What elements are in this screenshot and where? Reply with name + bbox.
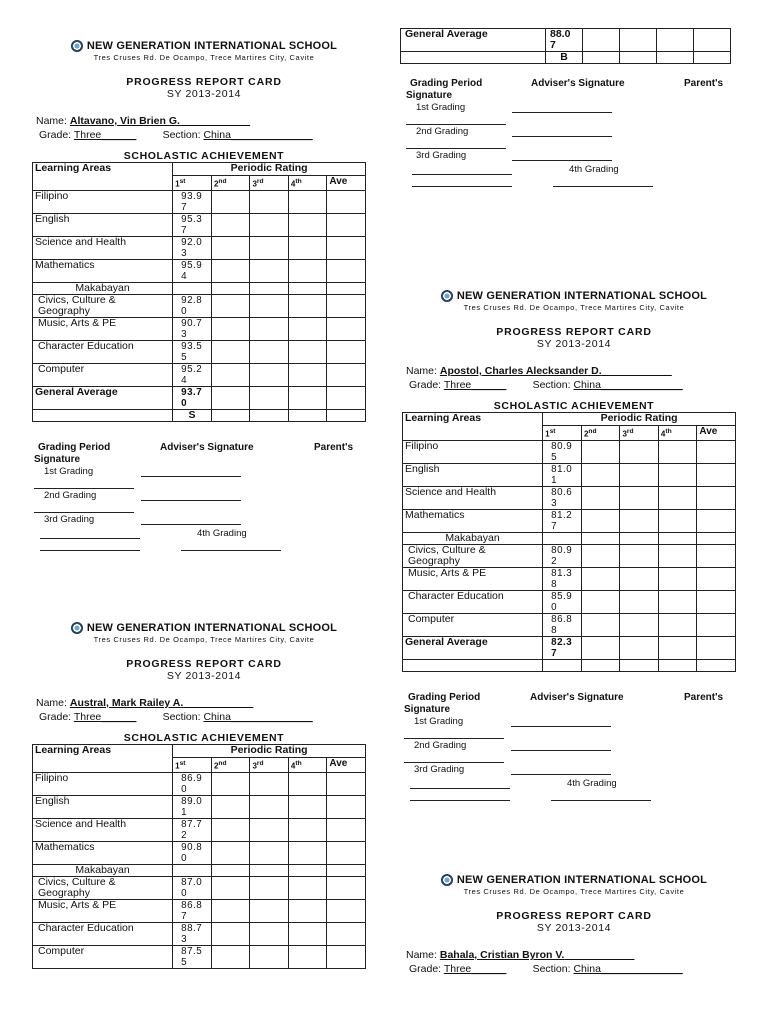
table-row xyxy=(33,340,366,363)
student-name: Apostol, Charles Alecksander D. xyxy=(439,365,602,377)
grading-period-label: Grading Period xyxy=(408,691,481,703)
table-row xyxy=(33,841,366,864)
signature-block xyxy=(404,682,744,802)
grade-label: Grade: xyxy=(39,129,72,141)
school-address: Tres Cruses Rd. De Ocampo, Trece Martires City, Cavite xyxy=(463,887,685,896)
table-row xyxy=(33,876,366,899)
subject-name: Music, Arts & PE xyxy=(33,317,173,340)
subject-name: Science and Health xyxy=(33,818,173,841)
general-average-remark: B xyxy=(546,52,583,64)
first-quarter-rating: 80.9 5 xyxy=(543,440,582,463)
third-grading-label: 3rd Grading xyxy=(44,513,95,525)
school-year: SY 2013-2014 xyxy=(166,670,242,682)
report-card-3: NEW GENERATION INTERNATIONAL SCHOOL Tres Cruses Rd. De Ocampo, Trece Martires City, Cavite PROGRESS REPORT CARD SY 2013-2014 Name: Apostol, Charles Alecksander D.____________ Grade: Three______ Section: China______________ SCHOLASTIC ACHIEVEMENT Learning Areas Periodic Rating 1st 2nd 3rd 4th Ave Filipino 80.9 5 English 81.0 1 Science and Health 80.6 3 Mathematics 81.2 7 Makabayan Civics, Culture & Geography 80.9 2 Music, Arts & PE 81.3 8 Character Education 85.9 0 Computer 86.8 8 General Average 82.3 7 Grading Period Adviser's Signature Parent's Signature 1st Grading 2nd Grading 3rd Grading 4th Grading xyxy=(404,290,744,802)
first-quarter-rating: 95.3 7 xyxy=(173,213,212,236)
table-row xyxy=(33,294,366,317)
table-row xyxy=(33,945,366,968)
subject-name: Civics, Culture & Geography xyxy=(403,544,543,567)
top-right-signature-block xyxy=(406,68,746,188)
q2-header: 2nd xyxy=(581,426,619,441)
scholastic-achievement-heading: SCHOLASTIC ACHIEVEMENT xyxy=(123,150,285,162)
q3-header: 3rd xyxy=(250,176,288,191)
grades-table xyxy=(32,744,366,969)
signature-label: Signature xyxy=(34,453,81,465)
q1-header: 1st xyxy=(173,176,212,191)
table-row xyxy=(33,213,366,236)
adviser-signature-label: Adviser's Signature xyxy=(160,441,254,453)
table-row xyxy=(33,922,366,945)
table-row xyxy=(33,386,366,409)
report-card-1: NEW GENERATION INTERNATIONAL SCHOOL Tres Cruses Rd. De Ocampo, Trece Martires City, Cavite PROGRESS REPORT CARD SY 2013-2014 Name: Altavano, Vin Brien G.____________ Grade: Three______ Section: China______________ SCHOLASTIC ACHIEVEMENT Learning Areas Periodic Rating 1st 2nd 3rd 4th Ave Filipino 93.9 7 English 95.3 7 Science and Health 92.0 3 Mathematics 95.9 4 Makabayan Civics, Culture & Geography 92.8 0 Music, Arts & PE 90.7 3 Character Education 93.5 5 Computer 95.2 4 General Average 93.7 0 S Grading Period Adviser's Signature Parent's Signature 1st Grading 2nd Grading 3rd Grading 4th Grading xyxy=(34,40,374,552)
first-quarter-rating: 80.6 3 xyxy=(543,486,582,509)
subject-name: Filipino xyxy=(33,190,173,213)
scholastic-achievement-heading: SCHOLASTIC ACHIEVEMENT xyxy=(123,732,285,744)
second-grading-label: 2nd Grading xyxy=(414,739,467,751)
name-label: Name: xyxy=(406,365,437,377)
grading-period-label: Grading Period xyxy=(410,78,483,89)
table-row xyxy=(33,236,366,259)
first-quarter-rating: 93.5 5 xyxy=(173,340,212,363)
first-grading-label: 1st Grading xyxy=(416,102,466,113)
general-average-value: 82.3 7 xyxy=(543,636,582,659)
school-address: Tres Cruses Rd. De Ocampo, Trece Martires City, Cavite xyxy=(93,635,315,644)
general-average-remark xyxy=(543,659,582,671)
first-quarter-rating xyxy=(173,864,212,876)
second-grading-label: 2nd Grading xyxy=(416,126,469,137)
first-quarter-rating: 90.7 3 xyxy=(173,317,212,340)
table-row xyxy=(33,363,366,386)
subject-name: Computer xyxy=(33,363,173,386)
periodic-rating-header: Periodic Rating xyxy=(173,745,366,758)
grade-label: Grade: xyxy=(409,379,442,391)
subject-name: English xyxy=(33,213,173,236)
school-logo-icon xyxy=(441,290,453,302)
parents-label: Parent's xyxy=(684,78,724,89)
q3-header: 3rd xyxy=(250,758,288,773)
table-row xyxy=(33,899,366,922)
general-average-label: General Average xyxy=(403,636,543,659)
first-quarter-rating xyxy=(543,532,582,544)
report-card-title: PROGRESS REPORT CARD xyxy=(126,76,282,88)
subject-name: Mathematics xyxy=(33,259,173,282)
school-year: SY 2013-2014 xyxy=(166,88,242,100)
student-section: China xyxy=(203,711,231,723)
first-quarter-rating: 87.0 0 xyxy=(173,876,212,899)
school-address: Tres Cruses Rd. De Ocampo, Trece Martires City, Cavite xyxy=(463,303,685,312)
school-name: NEW GENERATION INTERNATIONAL SCHOOL xyxy=(86,40,338,52)
table-row xyxy=(33,317,366,340)
table-row xyxy=(403,440,736,463)
q2-header: 2nd xyxy=(211,758,249,773)
parents-label: Parent's xyxy=(314,441,354,453)
student-name: Bahala, Cristian Byron V. xyxy=(439,949,565,961)
subject-name: Computer xyxy=(33,945,173,968)
first-quarter-rating: 81.3 8 xyxy=(543,567,582,590)
student-grade: Three xyxy=(73,711,102,723)
q2-header: 2nd xyxy=(211,176,249,191)
fourth-grading-label: 4th Grading xyxy=(567,777,617,789)
school-name: NEW GENERATION INTERNATIONAL SCHOOL xyxy=(456,874,708,886)
name-label: Name: xyxy=(406,949,437,961)
grades-table xyxy=(402,412,736,672)
subject-name: Character Education xyxy=(403,590,543,613)
subject-name: English xyxy=(33,795,173,818)
first-quarter-rating: 95.2 4 xyxy=(173,363,212,386)
student-section: China xyxy=(573,379,601,391)
table-row xyxy=(403,544,736,567)
signature-label: Signature xyxy=(404,703,451,715)
signature-block xyxy=(34,432,374,552)
grade-label: Grade: xyxy=(39,711,72,723)
first-quarter-rating: 86.8 8 xyxy=(543,613,582,636)
first-quarter-rating: 92.0 3 xyxy=(173,236,212,259)
table-row xyxy=(33,282,366,294)
subject-name: Computer xyxy=(403,613,543,636)
subject-name: English xyxy=(403,463,543,486)
grade-label: Grade: xyxy=(409,963,442,975)
school-name: NEW GENERATION INTERNATIONAL SCHOOL xyxy=(456,290,708,302)
first-quarter-rating: 90.8 0 xyxy=(173,841,212,864)
table-row xyxy=(403,463,736,486)
table-row xyxy=(403,590,736,613)
grades-table xyxy=(32,162,366,422)
periodic-rating-header: Periodic Rating xyxy=(543,413,736,426)
table-row xyxy=(33,190,366,213)
subject-name: Civics, Culture & Geography xyxy=(33,876,173,899)
student-grade: Three xyxy=(73,129,102,141)
section-label: Section: xyxy=(532,379,571,391)
subject-name: Science and Health xyxy=(403,486,543,509)
student-section: China xyxy=(203,129,231,141)
table-row xyxy=(33,259,366,282)
subject-name: Mathematics xyxy=(403,509,543,532)
q4-header: 4th xyxy=(658,426,696,441)
first-quarter-rating: 80.9 2 xyxy=(543,544,582,567)
q1-header: 1st xyxy=(173,758,212,773)
school-logo-icon xyxy=(71,622,83,634)
subject-name: Makabayan xyxy=(33,282,173,294)
adviser-signature-label: Adviser's Signature xyxy=(531,78,625,89)
first-quarter-rating: 86.9 0 xyxy=(173,772,212,795)
table-row xyxy=(33,818,366,841)
report-card-title: PROGRESS REPORT CARD xyxy=(496,326,652,338)
learning-areas-header: Learning Areas xyxy=(33,163,173,191)
table-row xyxy=(403,636,736,659)
school-year: SY 2013-2014 xyxy=(536,922,612,934)
name-label: Name: xyxy=(36,697,67,709)
school-logo-icon xyxy=(71,40,83,52)
school-address: Tres Cruses Rd. De Ocampo, Trece Martires City, Cavite xyxy=(93,53,315,62)
report-card-title: PROGRESS REPORT CARD xyxy=(126,658,282,670)
second-grading-label: 2nd Grading xyxy=(44,489,97,501)
student-name: Altavano, Vin Brien G. xyxy=(69,115,180,127)
general-average-label: General Average xyxy=(33,386,173,409)
grading-period-label: Grading Period xyxy=(38,441,111,453)
first-grading-label: 1st Grading xyxy=(44,465,94,477)
table-row xyxy=(33,772,366,795)
first-quarter-rating: 93.9 7 xyxy=(173,190,212,213)
subject-name: Filipino xyxy=(403,440,543,463)
first-grading-label: 1st Grading xyxy=(414,715,464,727)
ave-header: Ave xyxy=(327,758,366,773)
general-average-remark: S xyxy=(173,409,212,421)
top-right-general-average-table xyxy=(400,28,731,64)
subject-name: Makabayan xyxy=(403,532,543,544)
third-grading-label: 3rd Grading xyxy=(414,763,465,775)
table-row xyxy=(33,864,366,876)
q3-header: 3rd xyxy=(620,426,658,441)
first-quarter-rating: 88.7 3 xyxy=(173,922,212,945)
table-row xyxy=(403,486,736,509)
ave-header: Ave xyxy=(697,426,736,441)
school-logo-icon xyxy=(441,874,453,886)
student-grade: Three xyxy=(443,379,472,391)
subject-name: Mathematics xyxy=(33,841,173,864)
section-label: Section: xyxy=(162,711,201,723)
signature-label: Signature xyxy=(406,90,453,101)
section-label: Section: xyxy=(162,129,201,141)
first-quarter-rating: 85.9 0 xyxy=(543,590,582,613)
first-quarter-rating xyxy=(173,282,212,294)
table-row xyxy=(403,613,736,636)
first-quarter-rating: 87.7 2 xyxy=(173,818,212,841)
subject-name: Character Education xyxy=(33,340,173,363)
q4-header: 4th xyxy=(288,176,326,191)
ave-header: Ave xyxy=(327,176,366,191)
table-row xyxy=(403,509,736,532)
general-average-value: 88.0 7 xyxy=(546,29,583,52)
q1-header: 1st xyxy=(543,426,582,441)
first-quarter-rating: 81.2 7 xyxy=(543,509,582,532)
general-average-value: 93.7 0 xyxy=(173,386,212,409)
table-row xyxy=(403,567,736,590)
periodic-rating-header: Periodic Rating xyxy=(173,163,366,176)
report-card-title: PROGRESS REPORT CARD xyxy=(496,910,652,922)
student-section: China xyxy=(573,963,601,975)
third-grading-label: 3rd Grading xyxy=(416,150,467,161)
subject-name: Science and Health xyxy=(33,236,173,259)
table-row xyxy=(33,795,366,818)
name-label: Name: xyxy=(36,115,67,127)
table-row xyxy=(403,532,736,544)
first-quarter-rating: 89.0 1 xyxy=(173,795,212,818)
subject-name: Filipino xyxy=(33,772,173,795)
first-quarter-rating: 87.5 5 xyxy=(173,945,212,968)
parents-label: Parent's xyxy=(684,691,724,703)
section-label: Section: xyxy=(532,963,571,975)
report-card-2: NEW GENERATION INTERNATIONAL SCHOOL Tres Cruses Rd. De Ocampo, Trece Martires City, Cavite PROGRESS REPORT CARD SY 2013-2014 Name: Austral, Mark Railey A.____________ Grade: Three______ Section: China______________ SCHOLASTIC ACHIEVEMENT Learning Areas Periodic Rating 1st 2nd 3rd 4th Ave Filipino 86.9 0 English 89.0 1 Science and Health 87.7 2 Mathematics 90.8 0 Makabayan Civics, Culture & Geography 87.0 0 Music, Arts & PE 86.8 7 Character Education 88.7 3 Computer 87.5 5 xyxy=(34,622,374,969)
fourth-grading-label: 4th Grading xyxy=(197,527,247,539)
subject-name: Makabayan xyxy=(33,864,173,876)
first-quarter-rating: 95.9 4 xyxy=(173,259,212,282)
learning-areas-header: Learning Areas xyxy=(403,413,543,441)
learning-areas-header: Learning Areas xyxy=(33,745,173,773)
subject-name: Character Education xyxy=(33,922,173,945)
first-quarter-rating: 81.0 1 xyxy=(543,463,582,486)
subject-name: Music, Arts & PE xyxy=(403,567,543,590)
adviser-signature-label: Adviser's Signature xyxy=(530,691,624,703)
fourth-grading-label: 4th Grading xyxy=(569,164,619,175)
report-card-4: NEW GENERATION INTERNATIONAL SCHOOL Tres Cruses Rd. De Ocampo, Trece Martires City, Cavite PROGRESS REPORT CARD SY 2013-2014 Name: Bahala, Cristian Byron V.____________ Grade: Three______ Section: China______________ xyxy=(404,874,744,975)
scholastic-achievement-heading: SCHOLASTIC ACHIEVEMENT xyxy=(493,400,655,412)
first-quarter-rating: 86.8 7 xyxy=(173,899,212,922)
subject-name: Civics, Culture & Geography xyxy=(33,294,173,317)
first-quarter-rating: 92.8 0 xyxy=(173,294,212,317)
school-year: SY 2013-2014 xyxy=(536,338,612,350)
student-grade: Three xyxy=(443,963,472,975)
q4-header: 4th xyxy=(288,758,326,773)
subject-name: Music, Arts & PE xyxy=(33,899,173,922)
school-name: NEW GENERATION INTERNATIONAL SCHOOL xyxy=(86,622,338,634)
student-name: Austral, Mark Railey A. xyxy=(69,697,184,709)
general-average-label: General Average xyxy=(401,29,546,52)
